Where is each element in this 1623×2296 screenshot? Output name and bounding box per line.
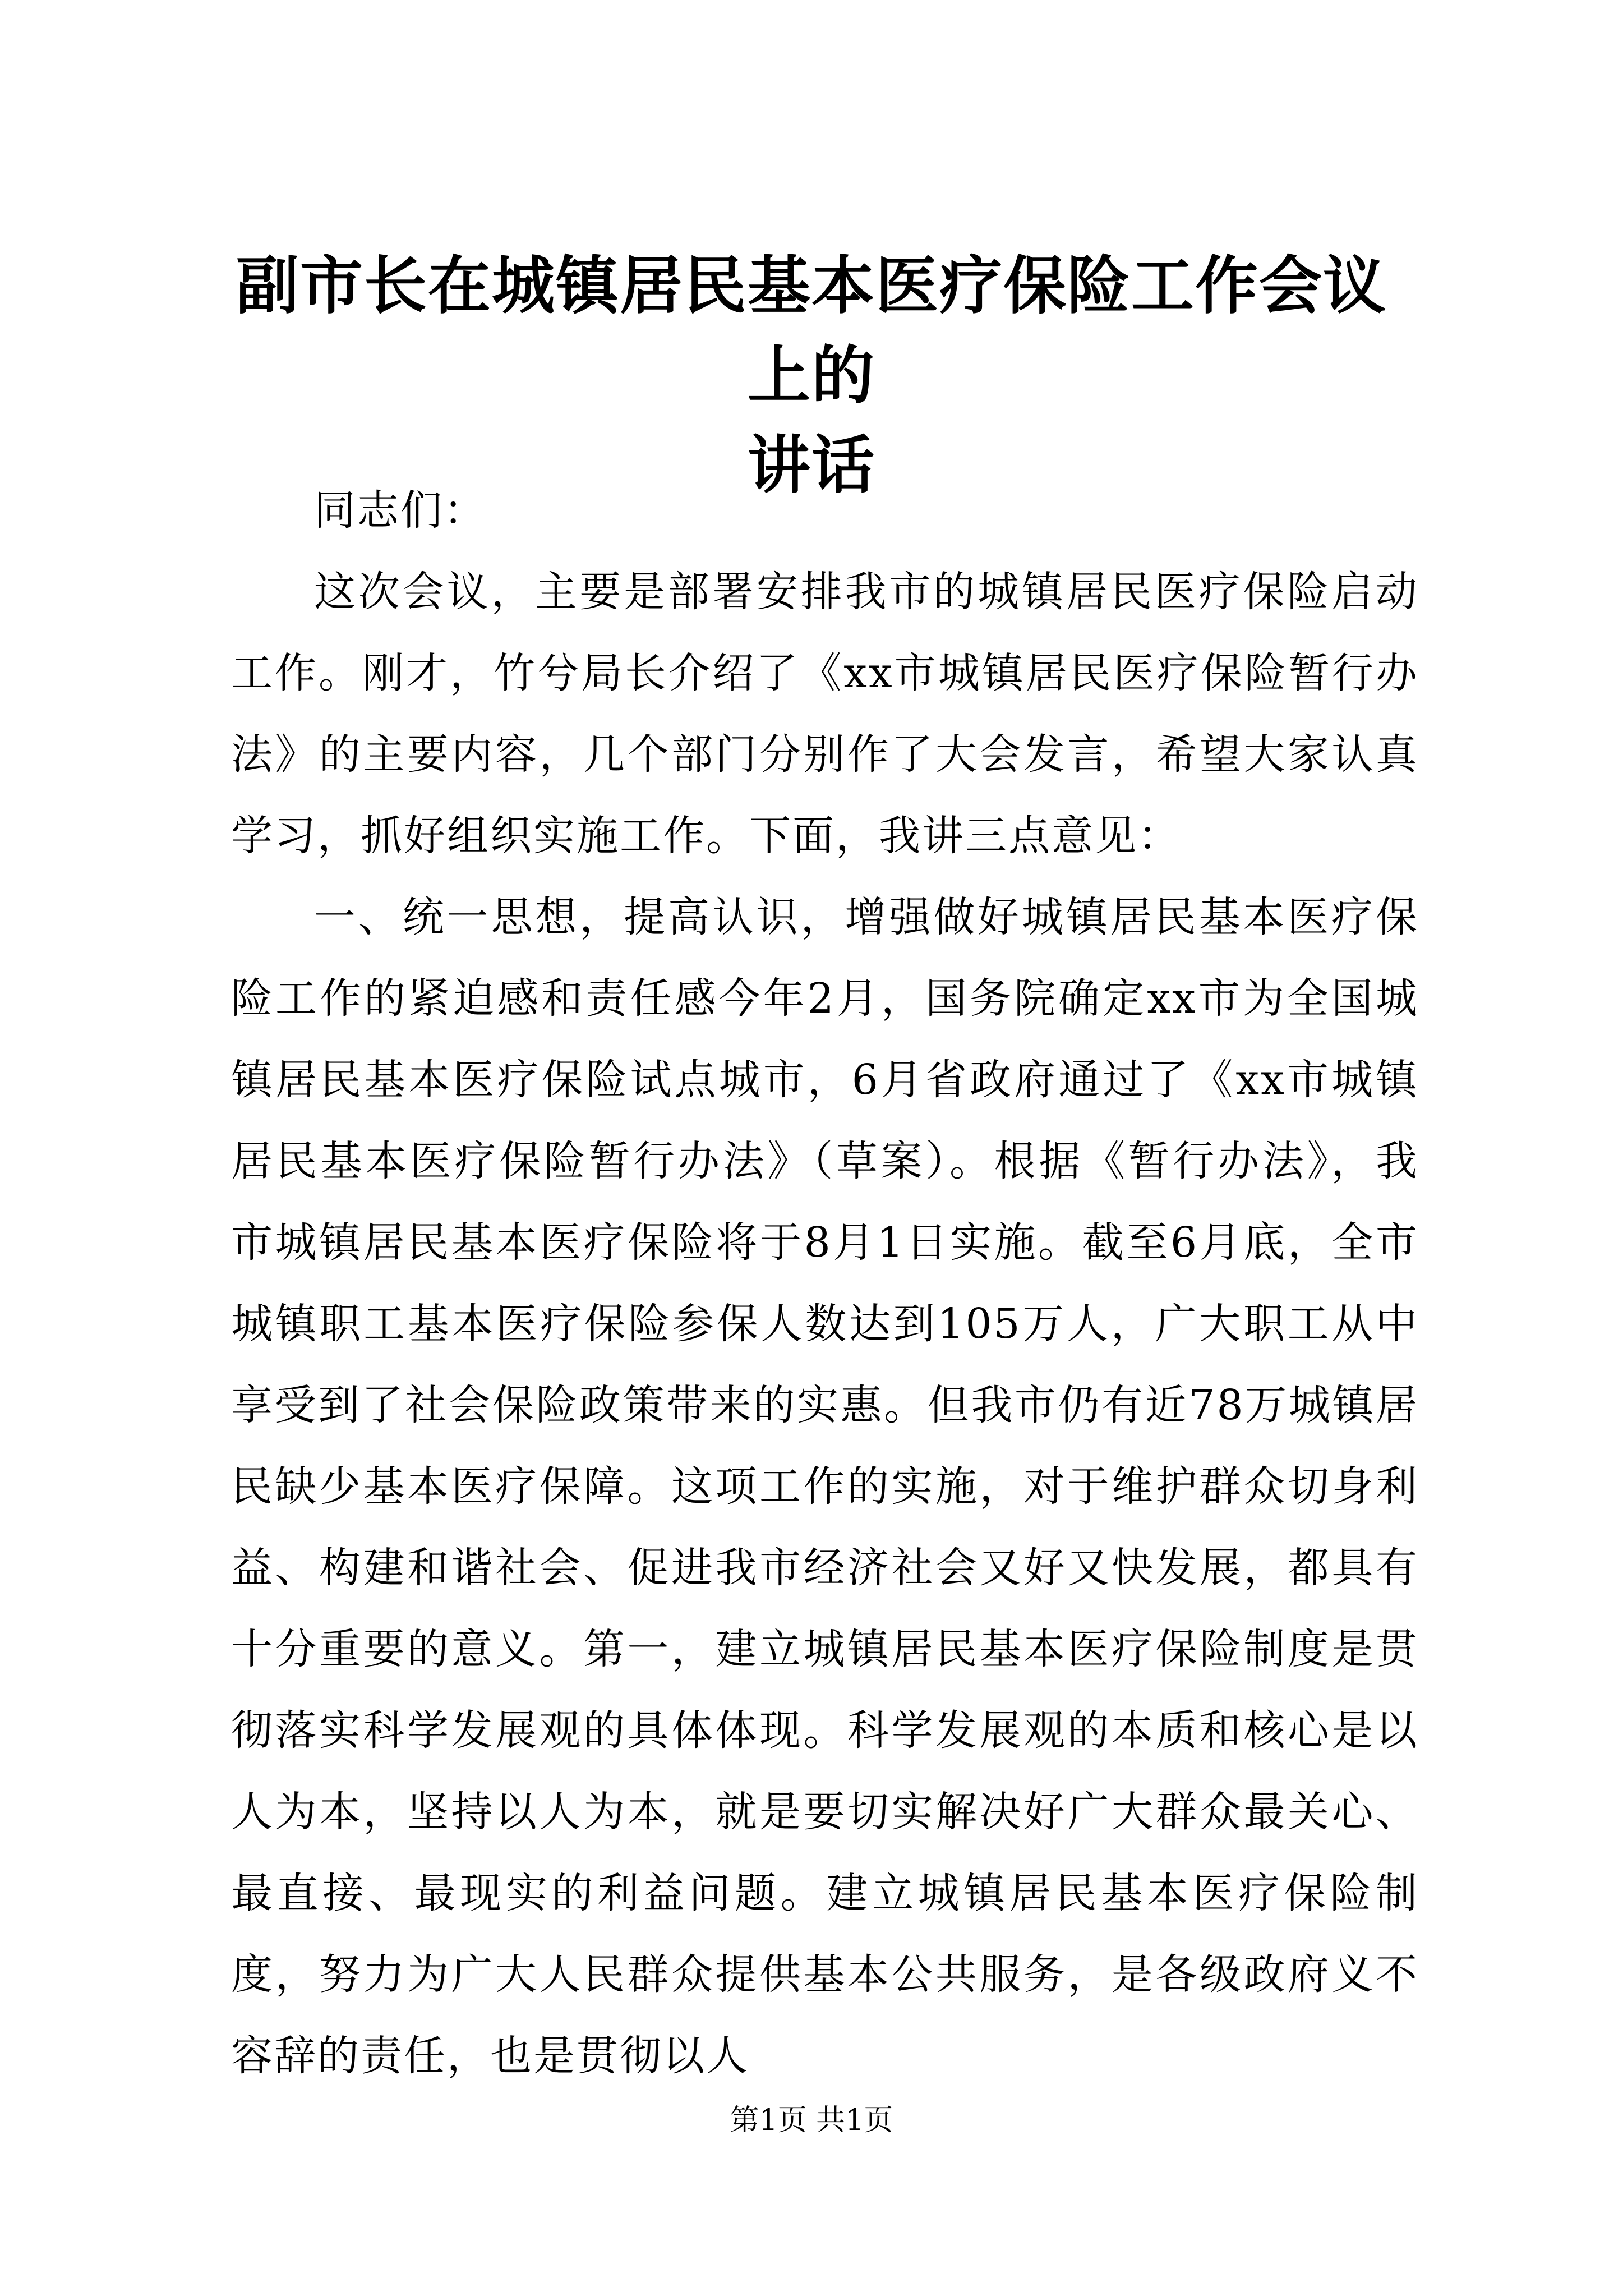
document-title-line-1: 副市长在城镇居民基本医疗保险工作会议上的 — [236, 249, 1387, 412]
intro-paragraph: 这次会议，主要是部署安排我市的城镇居民医疗保险启动工作。刚才，竹兮局长介绍了《xx市城镇居民医疗保险暂行办法》的主要内容，几个部门分别作了大会发言，希望大家认真学习，抓好组织实施工作。下面，我讲三点意见： — [231, 568, 1419, 860]
document-body — [231, 470, 1419, 2097]
section-one-paragraph: 一、统一思想，提高认识，增强做好城镇居民基本医疗保险工作的紧迫感和责任感今年2月，国务院确定xx市为全国城镇居民基本医疗保险试点城市，6月省政府通过了《xx市城镇居民基本医疗保险暂行办法》（草案）。根据《暂行办法》，我市城镇居民基本医疗保险将于8月1日实施。截至6月底，全市城镇职工基本医疗保险参保人数达到105万人，广大职工从中享受到了社会保险政策带来的实惠。但我市仍有近78万城镇居民缺少基本医疗保障。这项工作的实施，对于维护群众切身利益、构建和谐社会、促进我市经济社会又好又快发展，都具有十分重要的意义。第一，建立城镇居民基本医疗保险制度是贯彻落实科学发展观的具体体现。科学发展观的本质和核心是以人为本，坚持以人为本，就是要切实解决好广大群众最关心、最直接、最现实的利益问题。建立城镇居民基本医疗保险制度，努力为广大人民群众提供基本公共服务，是各级政府义不容辞的责任，也是贯彻以人 — [231, 893, 1419, 2080]
page-number-footer: 第1页 共1页 — [730, 2104, 893, 2137]
document-title-line-2: 讲话 — [748, 429, 875, 502]
salutation-paragraph: 同志们： — [314, 486, 487, 535]
